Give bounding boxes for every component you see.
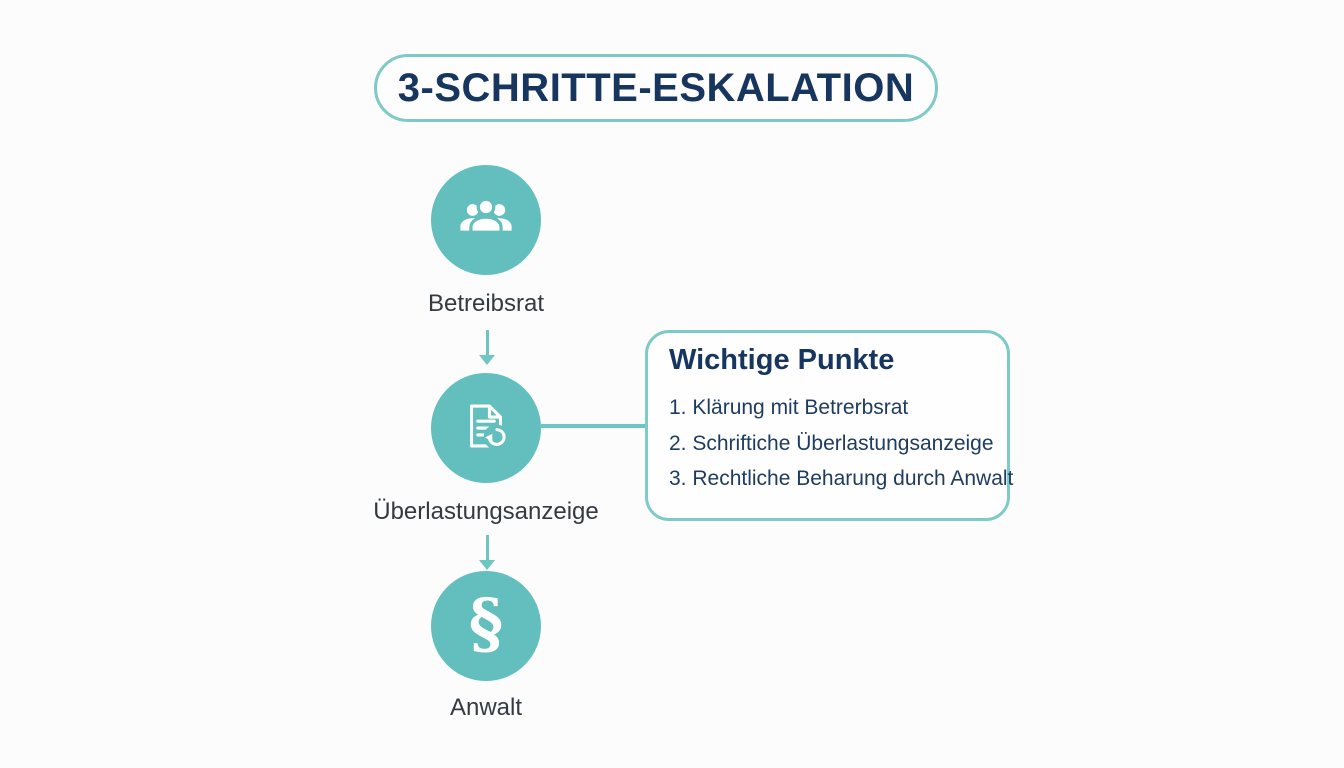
info-list-item: 1. Klärung mit Betrerbsrat (669, 396, 909, 419)
people-group-icon (454, 186, 518, 255)
info-list (669, 390, 1014, 497)
info-box (645, 330, 1014, 521)
step-circle-betriebsrat (431, 165, 541, 275)
info-list-item: 3. Rechtliche Beharung durch Anwalt (669, 467, 1014, 490)
step-label-betriebsrat: Betreibsrat (427, 290, 545, 317)
step-label-ueberlastungsanzeige: Überlastungsanzeige (373, 498, 599, 525)
info-list-item: 2. Schriftiche Überlastungsanzeige (669, 431, 994, 455)
arrow-down-icon (479, 330, 495, 365)
paragraph-section-icon: § (468, 584, 504, 662)
info-box-title: Wichtige Punkte (669, 344, 895, 376)
title-pill (374, 54, 938, 122)
connector-line (541, 424, 648, 428)
arrow-down-icon (479, 535, 495, 570)
step-circle-anwalt (431, 571, 541, 681)
step-label-anwalt: Anwalt (449, 694, 523, 721)
page-title: 3-SCHRITTE-ESKALATION (397, 65, 915, 110)
document-refresh-icon (453, 393, 519, 464)
step-circle-ueberlastungsanzeige (431, 373, 541, 483)
